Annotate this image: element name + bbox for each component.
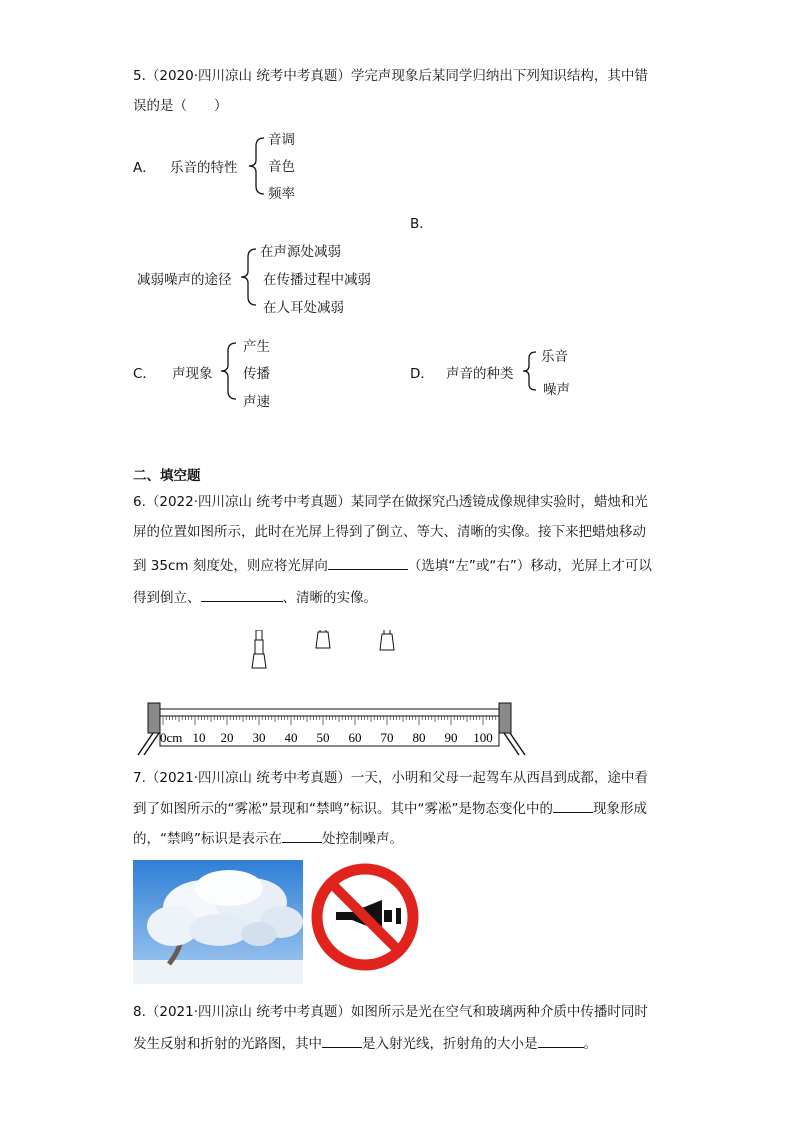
option-b-letter: B． bbox=[410, 216, 433, 232]
ruler-tick-label: 100 bbox=[473, 730, 493, 745]
no-honking-sign bbox=[308, 860, 422, 974]
option-d-item: 乐音 bbox=[541, 349, 568, 365]
light-screen bbox=[377, 630, 399, 650]
option-d-item: 噪声 bbox=[543, 382, 570, 398]
bench-right-post bbox=[499, 703, 511, 733]
lens-stand bbox=[316, 632, 330, 648]
ruler-tick-label: 80 bbox=[412, 730, 426, 745]
option-a-root: 乐音的特性 bbox=[170, 160, 238, 176]
q8-answer-blank-1[interactable] bbox=[322, 1033, 362, 1048]
ruler-tick-label: 20 bbox=[220, 730, 234, 745]
q6-answer-blank-2[interactable] bbox=[201, 587, 283, 602]
q8-stem-line1: 8.（2021·四川凉山 统考中考真题）如图所示是光在空气和玻璃两种介质中传播时同时 bbox=[133, 1004, 648, 1020]
option-d-root: 声音的种类 bbox=[446, 366, 514, 382]
ruler-tick-label: 50 bbox=[316, 730, 330, 745]
ruler-tick-label: 40 bbox=[284, 730, 298, 745]
q5-stem-line1: 5.（2020·四川凉山 统考中考真题）学完声现象后某同学归纳出下列知识结构，其中错 bbox=[133, 68, 648, 84]
option-d-brace bbox=[520, 348, 540, 394]
q8-line2-text-a: 发生反射和折射的光路图，其中 bbox=[133, 1036, 322, 1052]
q7-line3-text-b: 处控制噪声。 bbox=[322, 831, 403, 847]
q7-answer-blank-2[interactable] bbox=[282, 828, 322, 843]
candle-body bbox=[256, 630, 262, 640]
ruler-tick-label: 30 bbox=[252, 730, 266, 745]
q8-stem-line2 bbox=[133, 1033, 597, 1054]
q6-stem-line3 bbox=[133, 555, 652, 576]
q8-line2-text-b: 是入射光线，折射角的大小是 bbox=[362, 1036, 538, 1052]
q7-stem-line1: 7.（2021·四川凉山 统考中考真题）一天，小明和父母一起驾车从西昌到成都，途中看 bbox=[133, 770, 648, 786]
option-a-brace bbox=[246, 134, 268, 198]
section-heading: 二、填空题 bbox=[133, 468, 201, 484]
q6-stem-line2: 屏的位置如图所示，此时在光屏上得到了倒立、等大、清晰的实像。接下来把蜡烛移动 bbox=[133, 524, 646, 540]
option-c-letter: C． bbox=[133, 366, 156, 382]
q7-stem-line2 bbox=[133, 798, 647, 819]
option-a-item: 频率 bbox=[268, 186, 295, 202]
q6-stem-line1: 6.（2022·四川凉山 统考中考真题）某同学在做探究凸透镜成像规律实验时，蜡烛和光 bbox=[133, 494, 648, 510]
ruler-tick-label: 10 bbox=[192, 730, 206, 745]
q6-stem-line4 bbox=[133, 587, 377, 608]
rime-frost-photo bbox=[133, 860, 303, 984]
option-d-letter: D． bbox=[410, 366, 434, 382]
q7-line2-text-a: 到了如图所示的“雾凇”景现和“禁鸣”标识。其中“雾凇”是物态变化中的 bbox=[133, 801, 553, 817]
option-b-brace bbox=[238, 245, 260, 309]
candle-holder bbox=[255, 640, 263, 654]
option-a-item: 音调 bbox=[268, 132, 295, 148]
bench-left-post bbox=[148, 703, 160, 733]
option-c-brace bbox=[218, 339, 240, 403]
q6-line4-text-a: 得到倒立、 bbox=[133, 590, 201, 606]
ruler-tick-label: 70 bbox=[380, 730, 394, 745]
q6-answer-blank-1[interactable] bbox=[328, 555, 408, 570]
q7-answer-blank-1[interactable] bbox=[553, 798, 593, 813]
q7-line2-text-b: 现象形成 bbox=[592, 801, 647, 817]
q6-line3-text-a: 到 35cm 刻度处，则应将光屏向 bbox=[133, 558, 328, 574]
option-b-item: 在声源处减弱 bbox=[260, 244, 341, 260]
optical-bench-figure bbox=[130, 630, 530, 758]
ruler-tick-label: 60 bbox=[348, 730, 362, 745]
option-b-root: 减弱噪声的途径 bbox=[137, 272, 232, 288]
option-c-item: 传播 bbox=[243, 366, 270, 382]
ruler-tick-label: 90 bbox=[444, 730, 458, 745]
convex-lens bbox=[316, 630, 330, 648]
q8-line2-text-c: 。 bbox=[583, 1036, 597, 1052]
q5-stem-line2: 误的是（ ） bbox=[133, 98, 228, 114]
option-c-root: 声现象 bbox=[172, 366, 213, 382]
option-a-letter: A． bbox=[133, 160, 156, 176]
q6-line4-text-b: 、清晰的实像。 bbox=[282, 590, 377, 606]
q6-line3-text-b: （选填“左”或“右”）移动，光屏上才可以 bbox=[407, 558, 652, 574]
option-c-item: 产生 bbox=[243, 339, 270, 355]
option-a-item: 音色 bbox=[268, 159, 295, 175]
q8-answer-blank-2[interactable] bbox=[538, 1033, 584, 1048]
screen-stand bbox=[380, 634, 394, 650]
option-b-item: 在传播过程中减弱 bbox=[263, 272, 371, 288]
option-c-item: 声速 bbox=[243, 394, 270, 410]
candle-stand bbox=[252, 654, 266, 668]
q7-line3-text-a: 的，“禁鸣”标识是表示在 bbox=[133, 831, 282, 847]
ruler-scale-start: 0cm bbox=[160, 730, 183, 745]
screen-holder bbox=[384, 630, 390, 634]
bench-rail bbox=[160, 709, 499, 716]
option-b-item: 在人耳处减弱 bbox=[263, 300, 344, 316]
q7-stem-line3 bbox=[133, 828, 403, 849]
candle bbox=[252, 630, 266, 668]
